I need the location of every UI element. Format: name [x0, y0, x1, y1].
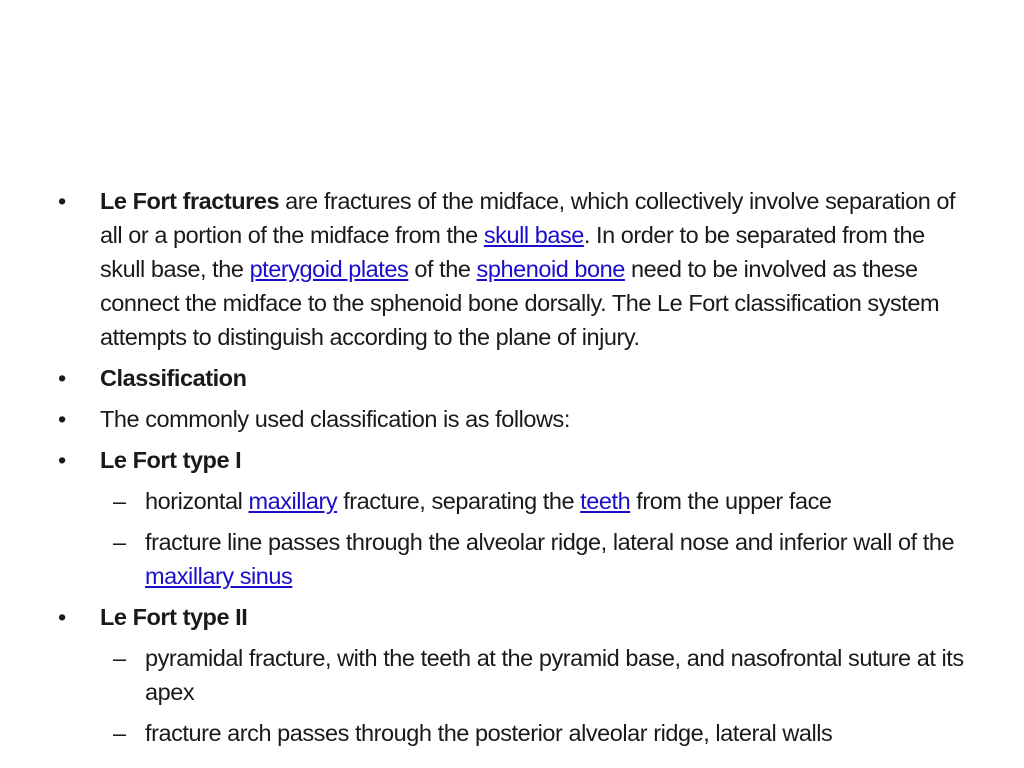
- heading-classification: Classification: [100, 365, 247, 391]
- classification-intro-text: The commonly used classification is as follows:: [100, 406, 570, 432]
- bullet-icon: •: [58, 365, 66, 391]
- heading-le-fort-type-2: Le Fort type II: [100, 604, 248, 630]
- bullet-le-fort-type-2: [58, 600, 968, 634]
- type1-a-text-2: fracture, separating the: [337, 488, 581, 514]
- bullet-classification: [58, 361, 968, 395]
- link-teeth[interactable]: teeth: [580, 488, 631, 514]
- intro-text-2: . In order to be separated from the skull base, the: [100, 222, 925, 282]
- type1-b-text-1: fracture line passes through the alveolar ridge, lateral nose and inferior wall of the: [145, 529, 955, 555]
- dash-icon: –: [113, 488, 126, 514]
- type1-a-text-1: horizontal: [145, 488, 249, 514]
- intro-text-1: are fractures of the midface, which collectively involve separation of all or a portion of the midface from the: [100, 188, 956, 248]
- bullet-icon: •: [58, 188, 66, 214]
- bullet-le-fort-type-1: [58, 443, 968, 477]
- dash-icon: –: [113, 720, 126, 746]
- sub-bullet-type-2-pyramidal: [58, 641, 968, 709]
- link-sphenoid-bone[interactable]: sphenoid bone: [476, 256, 625, 282]
- bullet-icon: •: [58, 604, 66, 630]
- slide-body: [58, 184, 968, 757]
- link-maxillary-sinus[interactable]: maxillary sinus: [145, 563, 293, 589]
- term-le-fort-fractures: Le Fort fractures: [100, 188, 280, 214]
- bullet-le-fort-intro: [58, 184, 968, 354]
- dash-icon: –: [113, 529, 126, 555]
- intro-text-3: of the: [408, 256, 477, 282]
- intro-text-4: need to be involved as these connect the midface to the sphenoid bone dorsally. The Le Fort classification system attempts to distinguish according to the plane of injury.: [100, 256, 940, 350]
- dash-icon: –: [113, 645, 126, 671]
- type2-b-text: fracture arch passes through the posterior alveolar ridge, lateral walls: [145, 720, 833, 746]
- sub-bullet-type-1-fracture-line: [58, 525, 968, 593]
- link-skull-base[interactable]: skull base: [483, 222, 584, 248]
- link-maxillary[interactable]: maxillary: [248, 488, 338, 514]
- link-pterygoid-plates[interactable]: pterygoid plates: [249, 256, 409, 282]
- bullet-classification-intro: [58, 402, 968, 436]
- bullet-icon: •: [58, 406, 66, 432]
- sub-bullet-type-1-horizontal: [58, 484, 968, 518]
- type2-a-text: pyramidal fracture, with the teeth at the pyramid base, and nasofrontal suture at its apex: [145, 645, 964, 705]
- bullet-icon: •: [58, 447, 66, 473]
- type1-a-text-3: from the upper face: [630, 488, 832, 514]
- heading-le-fort-type-1: Le Fort type I: [100, 447, 242, 473]
- sub-bullet-type-2-fracture-arch: [58, 716, 968, 750]
